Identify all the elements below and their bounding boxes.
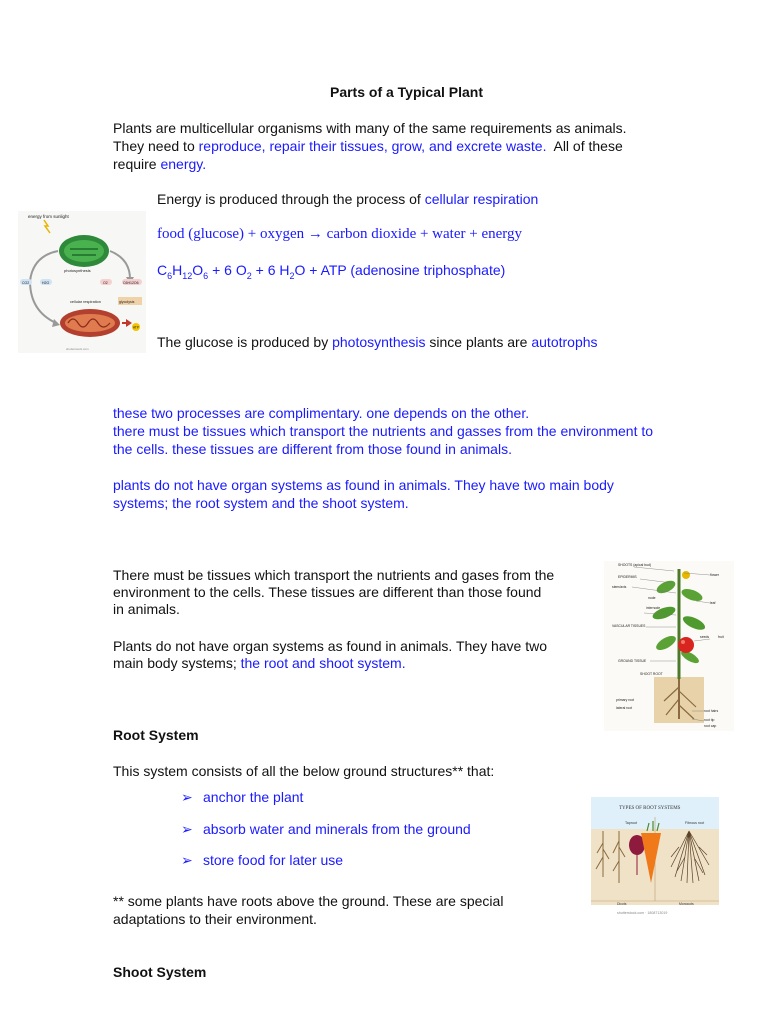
tissues-line-2: environment to the cells. These tissues are different than those found bbox=[113, 584, 542, 600]
svg-text:SHOOT ROOT: SHOOT ROOT bbox=[640, 672, 663, 676]
cycle-arrow-right bbox=[110, 251, 130, 279]
svg-text:node: node bbox=[648, 596, 656, 600]
svg-text:O2: O2 bbox=[103, 281, 108, 285]
svg-text:ATP: ATP bbox=[133, 325, 139, 330]
svg-text:internode: internode bbox=[646, 606, 661, 610]
svg-text:stem/axis: stem/axis bbox=[612, 585, 627, 589]
cycle-arrow-left bbox=[30, 251, 58, 323]
word-equation: food (glucose) + oxygen → carbon dioxide + water + energy bbox=[157, 226, 522, 242]
svg-text:primary root: primary root bbox=[616, 698, 635, 702]
root-types-figure bbox=[591, 797, 719, 917]
svg-text:shutterstock.com · 1808713019: shutterstock.com · 1808713019 bbox=[617, 911, 668, 915]
svg-text:C6H12O6: C6H12O6 bbox=[123, 281, 139, 285]
intro-line-3: require energy. bbox=[113, 156, 207, 172]
chemical-equation: $C_6H_{12}O_6 + 6$ $O_2 + 6$ $H_2O$ + ATP (adenosine triphosphate) bbox=[157, 262, 506, 281]
sunlight-icon bbox=[44, 220, 50, 233]
svg-text:SHOOTS (apical bud): SHOOTS (apical bud) bbox=[618, 563, 651, 567]
note-line-1: these two processes are complimentary. one depends on the other. bbox=[113, 405, 530, 421]
plant-anatomy-diagram bbox=[604, 561, 734, 731]
note-line-3: the cells. these tissues are different from those found in animals. bbox=[113, 441, 512, 457]
svg-text:photosynthesis: photosynthesis bbox=[64, 268, 91, 273]
glucose-line: The glucose is produced by photosynthesis since plants are autotrophs bbox=[157, 334, 598, 350]
tissues-line-5: main body systems; the root and shoot system. bbox=[113, 655, 406, 671]
fruit-icon bbox=[678, 637, 694, 653]
list-item: ➢ absorb water and minerals from the ground bbox=[181, 821, 471, 837]
intro-line-2: They need to reproduce, repair their tissues, grow, and excrete waste. All of these bbox=[113, 138, 623, 154]
page-title: Parts of a Typical Plant bbox=[329, 84, 483, 100]
shoot-system-heading: Shoot System bbox=[113, 964, 207, 980]
svg-text:Taproot: Taproot bbox=[625, 821, 637, 825]
energy-cycle-figure bbox=[18, 211, 146, 353]
svg-text:fruit: fruit bbox=[718, 635, 724, 639]
root-types-diagram bbox=[591, 797, 719, 917]
svg-text:GROUND TISSUE: GROUND TISSUE bbox=[618, 659, 647, 663]
svg-text:seeds: seeds bbox=[700, 635, 710, 639]
svg-text:energy from sunlight: energy from sunlight bbox=[28, 214, 69, 219]
root-system-intro: This system consists of all the below ground structures** that: bbox=[113, 763, 495, 779]
flower-icon bbox=[682, 571, 690, 579]
leaf-icon bbox=[655, 578, 677, 596]
svg-text:root tip: root tip bbox=[704, 718, 715, 722]
svg-text:root hairs: root hairs bbox=[704, 709, 719, 713]
svg-text:TYPES OF ROOT SYSTEMS: TYPES OF ROOT SYSTEMS bbox=[619, 806, 681, 811]
svg-text:glycolysis: glycolysis bbox=[119, 300, 135, 304]
footnote-line-2: adaptations to their environment. bbox=[113, 911, 317, 927]
svg-text:H2O: H2O bbox=[42, 281, 50, 285]
svg-text:Dicots: Dicots bbox=[617, 902, 627, 906]
energy-cycle-diagram bbox=[18, 211, 146, 353]
bullet-arrow-icon: ➢ bbox=[181, 821, 193, 837]
svg-text:lateral root: lateral root bbox=[616, 706, 633, 710]
svg-text:shutterstock.com: shutterstock.com bbox=[66, 347, 89, 351]
footnote-line-1: ** some plants have roots above the ground. These are special bbox=[113, 893, 504, 909]
note-line-2: there must be tissues which transport the nutrients and gasses from the environment to bbox=[113, 423, 654, 439]
tissues-line-4: Plants do not have organ systems as found in animals. They have two bbox=[113, 638, 547, 654]
svg-text:leaf: leaf bbox=[710, 601, 716, 605]
bullet-arrow-icon: ➢ bbox=[181, 789, 193, 805]
svg-text:cellular respiration: cellular respiration bbox=[70, 300, 101, 304]
svg-text:EPIDERMIS: EPIDERMIS bbox=[618, 575, 637, 579]
intro-line-1: Plants are multicellular organisms with many of the same requirements as animals. bbox=[113, 120, 627, 136]
note-line-5: systems; the root system and the shoot system. bbox=[113, 495, 409, 511]
list-item: ➢ anchor the plant bbox=[181, 789, 304, 805]
svg-text:CO2: CO2 bbox=[22, 281, 30, 285]
list-item: ➢ store food for later use bbox=[181, 852, 344, 868]
svg-text:VASCULAR TISSUES: VASCULAR TISSUES bbox=[612, 624, 646, 628]
root-system-heading: Root System bbox=[113, 727, 199, 743]
energy-line: Energy is produced through the process of cellular respiration bbox=[157, 191, 539, 207]
svg-text:root cap: root cap bbox=[704, 724, 717, 728]
svg-text:Monocots: Monocots bbox=[679, 902, 694, 906]
svg-text:flower: flower bbox=[710, 573, 720, 577]
tissues-line-1: There must be tissues which transport the nutrients and gases from the bbox=[113, 567, 555, 583]
tissues-line-3: in animals. bbox=[113, 601, 180, 617]
plant-anatomy-figure bbox=[604, 561, 734, 731]
bullet-arrow-icon: ➢ bbox=[181, 852, 193, 868]
note-line-4: plants do not have organ systems as found in animals. They have two main body bbox=[113, 477, 614, 493]
svg-text:Fibrous root: Fibrous root bbox=[685, 821, 705, 825]
